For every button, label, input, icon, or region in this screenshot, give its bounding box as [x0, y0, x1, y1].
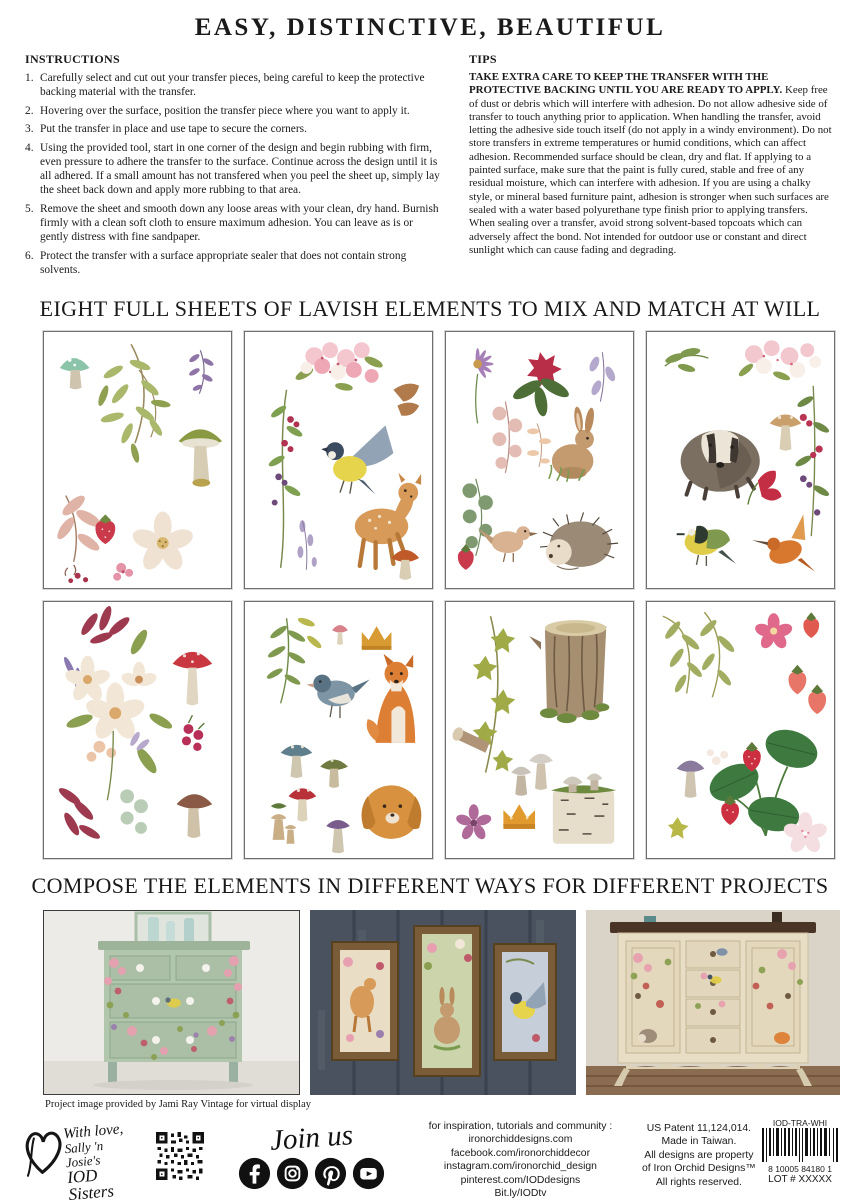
sheet-illustration [245, 602, 432, 858]
transfer-sheet-5 [43, 601, 232, 859]
dresser-photo-illustration [44, 911, 300, 1095]
signature-text [63, 1121, 143, 1204]
patent-text: US Patent 11,124,014. [646, 1122, 752, 1134]
footer [22, 1117, 842, 1204]
project-photo-cabinet [586, 910, 840, 1095]
project-photos [43, 910, 860, 1095]
community-link: instagram.com/ironorchid_design [443, 1161, 597, 1173]
sheets-section-heading: EIGHT FULL SHEETS OF LAVISH ELEMENTS TO MIX AND MATCH AT WILL [39, 295, 821, 321]
project-photo-dresser [43, 910, 300, 1095]
transfer-sheet-8 [646, 601, 835, 859]
transfer-sheet-4 [646, 331, 835, 589]
instruction-step: Carefully select and cut out your transfer pieces, being careful to keep the protective backing material with the transfer. [40, 72, 425, 99]
upc-barcode [758, 1128, 842, 1162]
transfer-sheet-1 [43, 331, 232, 589]
community-links [415, 1120, 626, 1201]
legal-block [640, 1122, 758, 1190]
heart-logo-icon [22, 1124, 64, 1180]
transfer-sheet-6 [244, 601, 433, 859]
sheet-illustration [446, 602, 633, 858]
join-us-script: Join us [269, 1118, 355, 1157]
tips-body: Keep free of dust or debris which will interfere with adhesion. Do not allow adhesive side of transfer to touch anything prior to application. When handling the transfer, avoid letting the adhesive side touch itself (do not apply in a windy environment). Do not store transfers in extreme temperatures or humid conditions, which can affect adhesion. Recommended surface should be clean, dry and flat. If applying to a painted surface, make sure that the paint is fully cured, stable and free of any residual moisture, which can interfere with adhesion. If you are using a chalky style, or mineral based furniture paint, adhesion is stronger when such surfaces are sealed with a water based polyurethane type finish prior to applying transfers. When sealing over a transfer, avoid strong solvent-based topcoats which can adversely affect the bond. Not intended for outdoor use or constant and direct sunlight which can cause fading and degrading. [469, 84, 832, 256]
rights-text: All designs are property [644, 1149, 754, 1161]
rights-text: of Iron Orchid Designs™ [642, 1163, 756, 1175]
cabinet-photo-illustration [586, 910, 840, 1095]
sheet-illustration [245, 332, 432, 588]
brand-signature [22, 1120, 140, 1204]
tips-column [469, 52, 836, 282]
instruction-step: Put the transfer in place and use tape to secure the corners. [40, 123, 307, 136]
sheet-illustration [647, 602, 834, 858]
signature-line: Sally 'n Josie's [64, 1138, 105, 1170]
community-link: ironorchiddesigns.com [468, 1134, 573, 1146]
sku-code: IOD-TRA-WHI [772, 1117, 828, 1128]
youtube-icon [352, 1157, 385, 1190]
lot-number: LOT # XXXXX [768, 1174, 832, 1186]
instructions-column [25, 52, 443, 282]
community-link: Bit.ly/IODtv [494, 1188, 547, 1200]
instruction-step: Hovering over the surface, position the transfer piece where you want to apply it. [40, 104, 410, 117]
page-title: EASY, DISTINCTIVE, BEAUTIFUL [194, 14, 666, 41]
project-photo-frames [310, 910, 576, 1095]
instructions-list [25, 71, 443, 277]
barcode-block [758, 1118, 842, 1187]
sheet-illustration [44, 602, 231, 858]
signature-line: IOD Sisters [66, 1165, 116, 1204]
tips-heading: TIPS [469, 52, 497, 66]
instructions-heading: INSTRUCTIONS [25, 52, 120, 66]
instagram-icon [276, 1157, 309, 1190]
text-columns [25, 52, 836, 282]
sheet-illustration [446, 332, 633, 588]
made-in-text: Made in Taiwan. [661, 1136, 737, 1148]
qr-code [156, 1130, 204, 1182]
community-link: facebook.com/ironorchiddecor [450, 1147, 591, 1159]
join-us-block [238, 1118, 385, 1190]
sheet-illustration [647, 332, 834, 588]
transfer-sheet-7 [445, 601, 634, 859]
community-link: pinterest.com/IODdesigns [460, 1174, 581, 1186]
sheet-illustration [44, 332, 231, 588]
transfer-sheet-3 [445, 331, 634, 589]
frames-photo-illustration [310, 910, 576, 1095]
community-intro: for inspiration, tutorials and community : [428, 1120, 613, 1132]
social-icons [238, 1157, 385, 1190]
barcode-digits: 8 10005 84180 1 [768, 1164, 832, 1175]
instruction-step: Remove the sheet and smooth down any loose areas with your clean, dry hand. Burnish firmly with a clean soft cloth to ensure maximum adhesion. You can leave as is or gently distress with fine sandpaper. [40, 203, 439, 244]
instruction-step: Using the provided tool, start in one corner of the design and begin rubbing with firm, even pressure to adhere the transfer to the surface. Continue across the design until it is all adhered. If a small amount has not transfered when you peel the sheet up, simply lay the sheet back down and apply more rubbing to that area. [40, 142, 440, 197]
pinterest-icon [314, 1157, 347, 1190]
tips-paragraph [469, 71, 836, 257]
signature-line: With love, [63, 1120, 125, 1143]
compose-section-heading: COMPOSE THE ELEMENTS IN DIFFERENT WAYS FOR DIFFERENT PROJECTS [31, 872, 829, 898]
sheet-grid [43, 331, 860, 859]
transfer-sheet-2 [244, 331, 433, 589]
instruction-step: Protect the transfer with a surface appropriate sealer that does not contain strong solvents. [40, 250, 407, 277]
photo-caption: Project image provided by Jami Ray Vintage for virtual display [45, 1098, 311, 1110]
facebook-icon [238, 1157, 271, 1190]
rights-text: All rights reserved. [655, 1176, 742, 1188]
tips-lead: TAKE EXTRA CARE TO KEEP THE TRANSFER WITH THE PROTECTIVE BACKING UNTIL YOU ARE READY TO APPLY. [469, 71, 783, 97]
